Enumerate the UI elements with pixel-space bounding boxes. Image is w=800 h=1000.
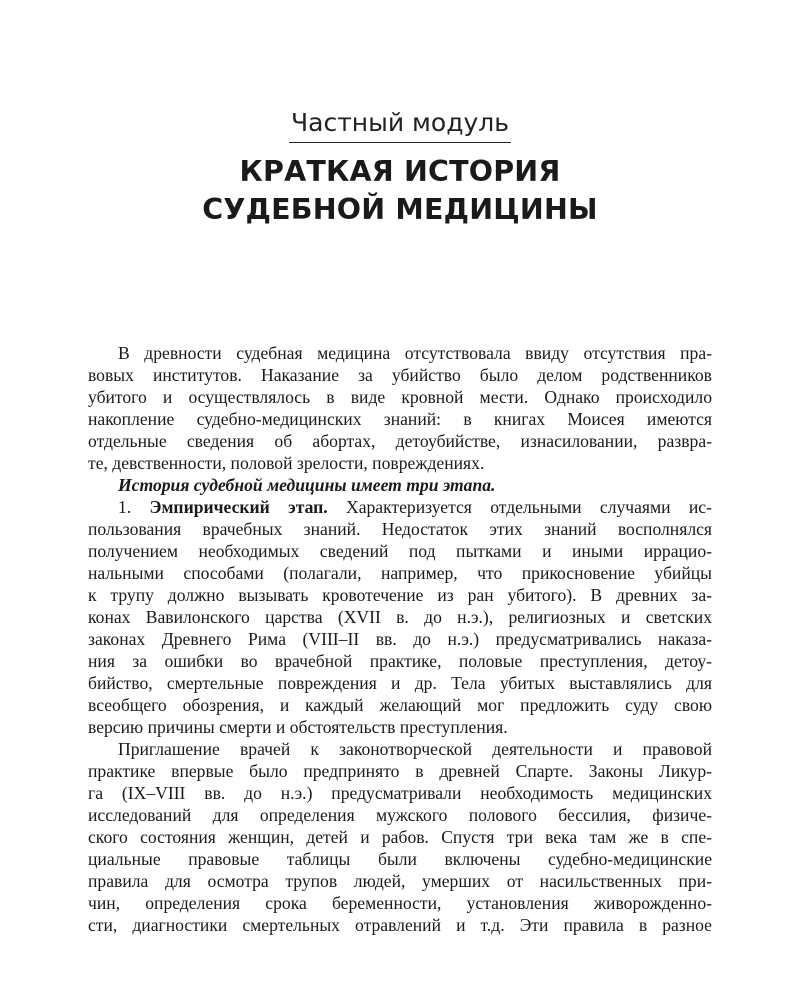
chapter-title-line-1: КРАТКАЯ ИСТОРИЯ	[239, 155, 561, 188]
stage-text: Характеризуется отдельными случаями ис-	[345, 497, 712, 517]
chapter-heading	[0, 108, 800, 229]
text-line: накопление судебно-медицинских знаний: в книгах Моисея имеются	[88, 409, 712, 429]
text-line: всеобщего обозрения, и каждый желающий мог предложить суду свою	[88, 695, 712, 715]
text-line: те, девственности, половой зрелости, повреждениях.	[88, 453, 485, 473]
text-line: отдельные сведения об абортах, детоубийстве, изнасиловании, развра-	[88, 431, 712, 451]
text-line: Приглашение врачей к законотворческой деятельности и правовой	[118, 739, 712, 759]
text-line: законах Древнего Рима (VIII–II вв. до н.э.) предусматривались наказа-	[88, 629, 712, 649]
text-line: чин, определения срока беременности, установления живорожденно-	[88, 893, 712, 913]
chapter-title-line-2: СУДЕБНОЙ МЕДИЦИНЫ	[202, 193, 598, 226]
stage-title: Эмпирический этап.	[149, 497, 328, 517]
text-line: конах Вавилонского царства (XVII в. до н.э.), религиозных и светских	[88, 607, 712, 627]
text-line: к трупу должно вызывать кровотечение из ран убитого). В древних за-	[88, 585, 712, 605]
text-line: правила для осмотра трупов людей, умерших от насильственных при-	[88, 871, 712, 891]
chapter-title	[0, 153, 800, 229]
text-line: бийство, смертельные повреждения и др. Тела убитых выставлялись для	[88, 673, 712, 693]
text-line: ния за ошибки во врачебной практике, половые преступления, детоу-	[88, 651, 712, 671]
text-line: версию причины смерти и обстоятельств преступления.	[88, 717, 508, 737]
body-text	[88, 342, 712, 936]
text-line: га (IX–VIII вв. до н.э.) предусматривали необходимость медицинских	[88, 783, 712, 803]
text-line: нальными способами (полагали, например, что прикосновение убийцы	[88, 563, 712, 583]
text-line: сти, диагностики смертельных отравлений и т.д. Эти правила в разное	[88, 915, 712, 935]
stages-heading: История судебной медицины имеет три этапа.	[118, 475, 496, 495]
text-line: вовых институтов. Наказание за убийство было делом родственников	[88, 365, 712, 385]
text-line	[88, 496, 712, 518]
text-line: циальные правовые таблицы были включены судебно-медицинские	[88, 849, 712, 869]
stage-number: 1.	[118, 497, 132, 517]
text-line: В древности судебная медицина отсутствовала ввиду отсутствия пра-	[118, 343, 712, 363]
text-line: ского состояния женщин, детей и рабов. Спустя три века там же в спе-	[88, 827, 712, 847]
text-line: пользования врачебных знаний. Недостаток этих знаний восполнялся	[88, 519, 712, 539]
text-line: получением необходимых сведений под пытками и иными иррацио-	[88, 541, 712, 561]
module-label: Частный модуль	[289, 108, 511, 143]
text-line: исследований для определения мужского полового бессилия, физиче-	[88, 805, 712, 825]
text-line: практике впервые было предпринято в древней Спарте. Законы Ликур-	[88, 761, 712, 781]
text-line: убитого и осуществлялось в виде кровной мести. Однако происходило	[88, 387, 712, 407]
